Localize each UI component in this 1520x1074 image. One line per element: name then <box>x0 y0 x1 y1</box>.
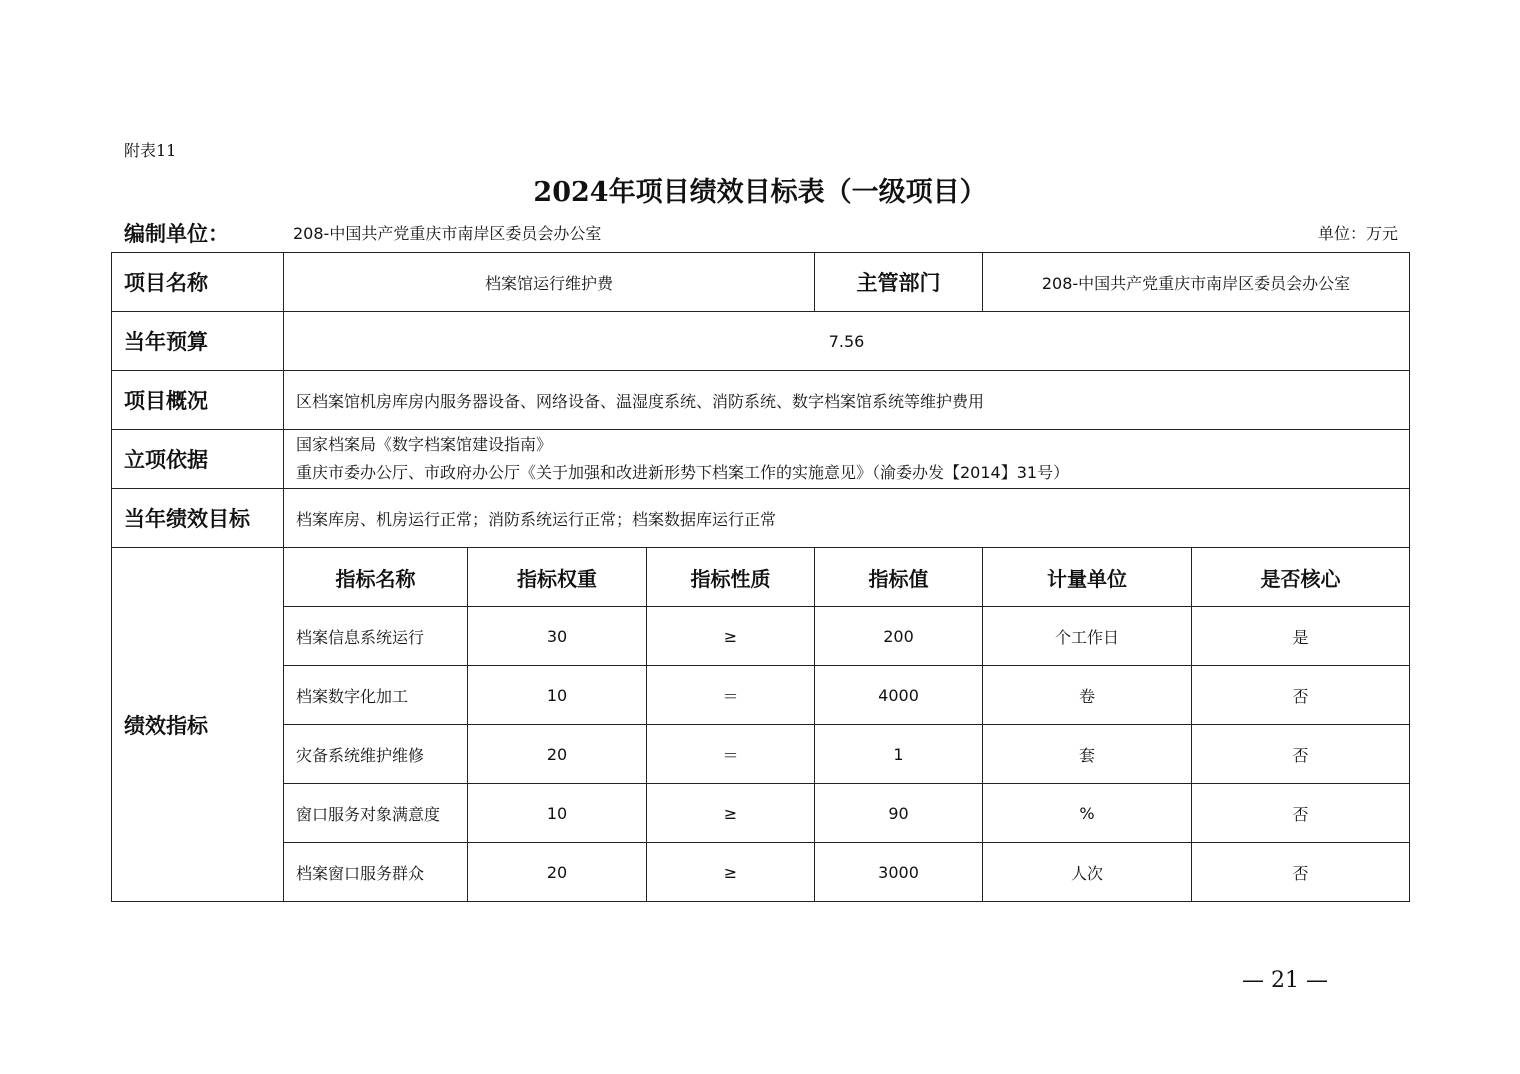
indicator-row <box>112 666 1410 725</box>
indicator-nature: ＝ <box>647 666 815 725</box>
indicator-value: 4000 <box>815 666 983 725</box>
indicator-nature: ≥ <box>647 607 815 666</box>
row-goal <box>112 489 1410 548</box>
row-basis <box>112 430 1410 489</box>
indicator-row <box>112 607 1410 666</box>
header-core: 是否核心 <box>1192 548 1410 607</box>
org-value: 208-中国共产党重庆市南岸区委员会办公室 <box>293 224 602 243</box>
page-title: 2024年项目绩效目标表（一级项目） <box>533 177 987 208</box>
indicator-name: 档案窗口服务群众 <box>284 843 468 902</box>
overview-label: 项目概况 <box>112 371 284 430</box>
budget-label: 当年预算 <box>112 312 284 371</box>
indicator-weight: 20 <box>468 843 647 902</box>
indicator-unit: 个工作日 <box>983 607 1192 666</box>
row-budget <box>112 312 1410 371</box>
indicators-label: 绩效指标 <box>112 548 284 902</box>
indicator-weight: 10 <box>468 784 647 843</box>
indicator-value: 90 <box>815 784 983 843</box>
project-name-label: 项目名称 <box>112 253 284 312</box>
header-name: 指标名称 <box>284 548 468 607</box>
org-label: 编制单位： <box>124 222 229 246</box>
row-overview <box>112 371 1410 430</box>
indicator-weight: 30 <box>468 607 647 666</box>
indicator-core: 否 <box>1192 843 1410 902</box>
indicator-row <box>112 843 1410 902</box>
indicator-weight: 20 <box>468 725 647 784</box>
indicator-name: 窗口服务对象满意度 <box>284 784 468 843</box>
indicator-unit: 套 <box>983 725 1192 784</box>
indicator-header-row <box>112 548 1410 607</box>
dept-label: 主管部门 <box>815 253 983 312</box>
indicator-unit: 人次 <box>983 843 1192 902</box>
indicator-value: 3000 <box>815 843 983 902</box>
indicator-core: 否 <box>1192 666 1410 725</box>
annex-label: 附表11 <box>124 141 177 160</box>
header-value: 指标值 <box>815 548 983 607</box>
indicator-core: 是 <box>1192 607 1410 666</box>
goal-label: 当年绩效目标 <box>112 489 284 548</box>
overview-value: 区档案馆机房库房内服务器设备、网络设备、温湿度系统、消防系统、数字档案馆系统等维护费用 <box>284 371 1410 430</box>
indicator-core: 否 <box>1192 725 1410 784</box>
goal-value: 档案库房、机房运行正常；消防系统运行正常；档案数据库运行正常 <box>284 489 1410 548</box>
indicator-name: 灾备系统维护维修 <box>284 725 468 784</box>
unit-label: 单位：万元 <box>1317 224 1398 243</box>
header-unit: 计量单位 <box>983 548 1192 607</box>
indicator-unit: 卷 <box>983 666 1192 725</box>
indicator-nature: ＝ <box>647 725 815 784</box>
header-weight: 指标权重 <box>468 548 647 607</box>
header-nature: 指标性质 <box>647 548 815 607</box>
indicator-value: 1 <box>815 725 983 784</box>
indicator-name: 档案数字化加工 <box>284 666 468 725</box>
performance-table <box>111 252 1410 902</box>
indicator-unit: % <box>983 784 1192 843</box>
indicator-nature: ≥ <box>647 843 815 902</box>
indicator-name: 档案信息系统运行 <box>284 607 468 666</box>
indicator-core: 否 <box>1192 784 1410 843</box>
indicator-value: 200 <box>815 607 983 666</box>
project-name-value: 档案馆运行维护费 <box>284 253 815 312</box>
basis-line-1: 国家档案局《数字档案馆建设指南》 <box>296 435 553 454</box>
budget-value: 7.56 <box>284 312 1410 371</box>
row-project-name <box>112 253 1410 312</box>
dept-value: 208-中国共产党重庆市南岸区委员会办公室 <box>983 253 1410 312</box>
basis-label: 立项依据 <box>112 430 284 489</box>
indicator-row <box>112 725 1410 784</box>
indicator-nature: ≥ <box>647 784 815 843</box>
page-number: — 21 — <box>1242 968 1328 993</box>
basis-line-2: 重庆市委办公厅、市政府办公厅《关于加强和改进新形势下档案工作的实施意见》（渝委办发【2014】31号） <box>296 463 1070 482</box>
basis-value <box>284 430 1410 489</box>
indicator-row <box>112 784 1410 843</box>
indicator-weight: 10 <box>468 666 647 725</box>
